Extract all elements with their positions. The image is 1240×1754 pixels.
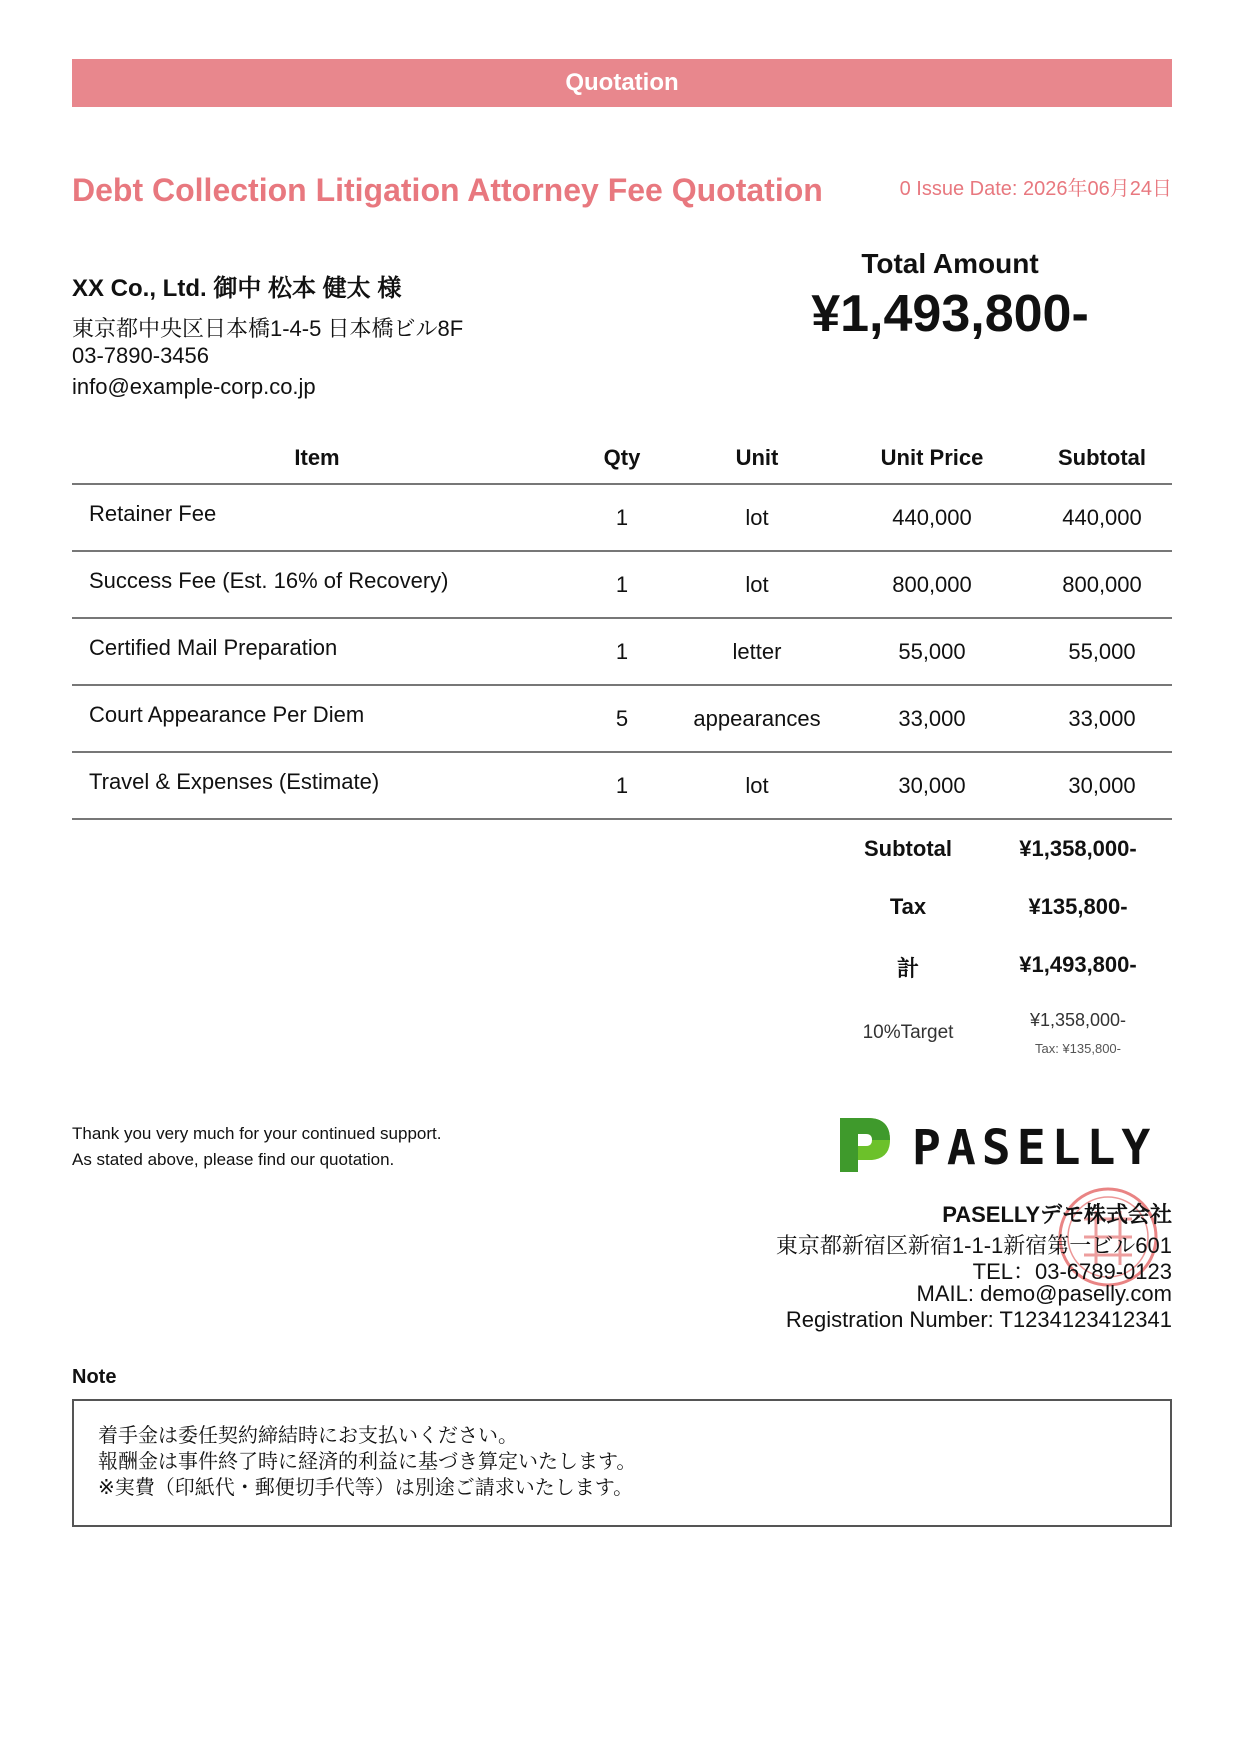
row-subtotal: 55,000 xyxy=(1032,618,1172,685)
document-banner xyxy=(72,59,1172,107)
row-unit-price: 30,000 xyxy=(832,752,1032,819)
row-unit: lot xyxy=(682,484,832,551)
tax-target-label: 10%Target xyxy=(862,1022,954,1043)
line-items-table xyxy=(72,432,1172,820)
client-address: 東京都中央区日本橋1-4-5 日本橋ビル8F xyxy=(72,316,464,341)
tax-target-tax: Tax: ¥135,800- xyxy=(1034,1041,1121,1056)
subtotal-label: Subtotal xyxy=(864,836,952,861)
note-line: ※実費（印紙代・郵便切手代等）は別途ご請求いたします。 xyxy=(98,1477,634,1499)
row-qty: 1 xyxy=(562,484,682,551)
row-unit-price: 33,000 xyxy=(832,685,1032,752)
issue-date: 2026年06月24日 xyxy=(1023,178,1172,200)
row-unit: letter xyxy=(682,618,832,685)
header-item: Item xyxy=(72,432,562,484)
document-title: Debt Collection Litigation Attorney Fee Quotation xyxy=(72,172,823,208)
subtotal-value: ¥1,358,000- xyxy=(1019,836,1137,861)
table-header-row xyxy=(72,432,1172,484)
company-tel: TEL：03-6789-0123 xyxy=(972,1259,1172,1284)
row-item: Certified Mail Preparation xyxy=(72,618,562,685)
thanks-message-line1: Thank you very much for your continued support. xyxy=(72,1124,442,1143)
note-box xyxy=(72,1399,1172,1527)
row-item: Court Appearance Per Diem xyxy=(72,685,562,752)
note-label: Note xyxy=(72,1366,117,1388)
table-row xyxy=(72,484,1172,551)
row-qty: 5 xyxy=(562,685,682,752)
row-qty: 1 xyxy=(562,752,682,819)
row-subtotal: 800,000 xyxy=(1032,551,1172,618)
client-email: info@example-corp.co.jp xyxy=(72,374,316,399)
note-line: 着手金は委任契約締結時にお支払いください。 xyxy=(98,1425,518,1447)
company-name: PASELLYデモ株式会社 xyxy=(942,1202,1172,1227)
row-subtotal: 30,000 xyxy=(1032,752,1172,819)
logo-wordmark: PASELLY xyxy=(912,1120,1157,1176)
table-row xyxy=(72,551,1172,618)
client-phone: 03-7890-3456 xyxy=(72,343,210,368)
quote-number: 0 xyxy=(899,178,911,200)
company-registration: Registration Number: T1234123412341 xyxy=(785,1307,1172,1332)
header-subtotal: Subtotal xyxy=(1032,432,1172,484)
note-line: 報酬金は事件終了時に経済的利益に基づき算定いたします。 xyxy=(98,1451,637,1473)
tax-value: ¥135,800- xyxy=(1028,894,1128,919)
thanks-message-line2: As stated above, please find our quotation. xyxy=(72,1150,395,1169)
grand-total-value: ¥1,493,800- xyxy=(1019,952,1137,977)
row-unit-price: 800,000 xyxy=(832,551,1032,618)
header-unit: Unit xyxy=(682,432,832,484)
row-unit: lot xyxy=(682,551,832,618)
row-subtotal: 440,000 xyxy=(1032,484,1172,551)
row-unit-price: 55,000 xyxy=(832,618,1032,685)
client-name: XX Co., Ltd. 御中 松本 健太 様 xyxy=(72,275,402,302)
row-item: Travel & Expenses (Estimate) xyxy=(72,752,562,819)
header-qty: Qty xyxy=(562,432,682,484)
issue-date-label: Issue Date: xyxy=(916,178,1018,200)
total-amount-label: Total Amount xyxy=(861,248,1039,279)
tax-label: Tax xyxy=(889,894,927,919)
table-row xyxy=(72,685,1172,752)
tax-target-amount: ¥1,358,000- xyxy=(1029,1010,1127,1030)
total-amount-value: ¥1,493,800- xyxy=(811,285,1089,343)
paselly-logo-mark-icon xyxy=(840,1118,890,1172)
company-mail: MAIL: demo@paselly.com xyxy=(916,1281,1172,1306)
row-subtotal: 33,000 xyxy=(1032,685,1172,752)
paselly-logo xyxy=(838,1112,1174,1176)
table-row xyxy=(72,752,1172,819)
issue-date-line xyxy=(900,172,1172,201)
grand-total-label: 計 xyxy=(896,956,919,981)
table-row xyxy=(72,618,1172,685)
row-qty: 1 xyxy=(562,618,682,685)
row-unit: lot xyxy=(682,752,832,819)
header-unit-price: Unit Price xyxy=(832,432,1032,484)
banner-label: Quotation xyxy=(565,69,679,96)
row-unit-price: 440,000 xyxy=(832,484,1032,551)
row-unit: appearances xyxy=(682,685,832,752)
row-qty: 1 xyxy=(562,551,682,618)
company-address: 東京都新宿区新宿1-1-1新宿第一ビル601 xyxy=(775,1233,1172,1258)
row-item: Success Fee (Est. 16% of Recovery) xyxy=(72,551,562,618)
row-item: Retainer Fee xyxy=(72,484,562,551)
